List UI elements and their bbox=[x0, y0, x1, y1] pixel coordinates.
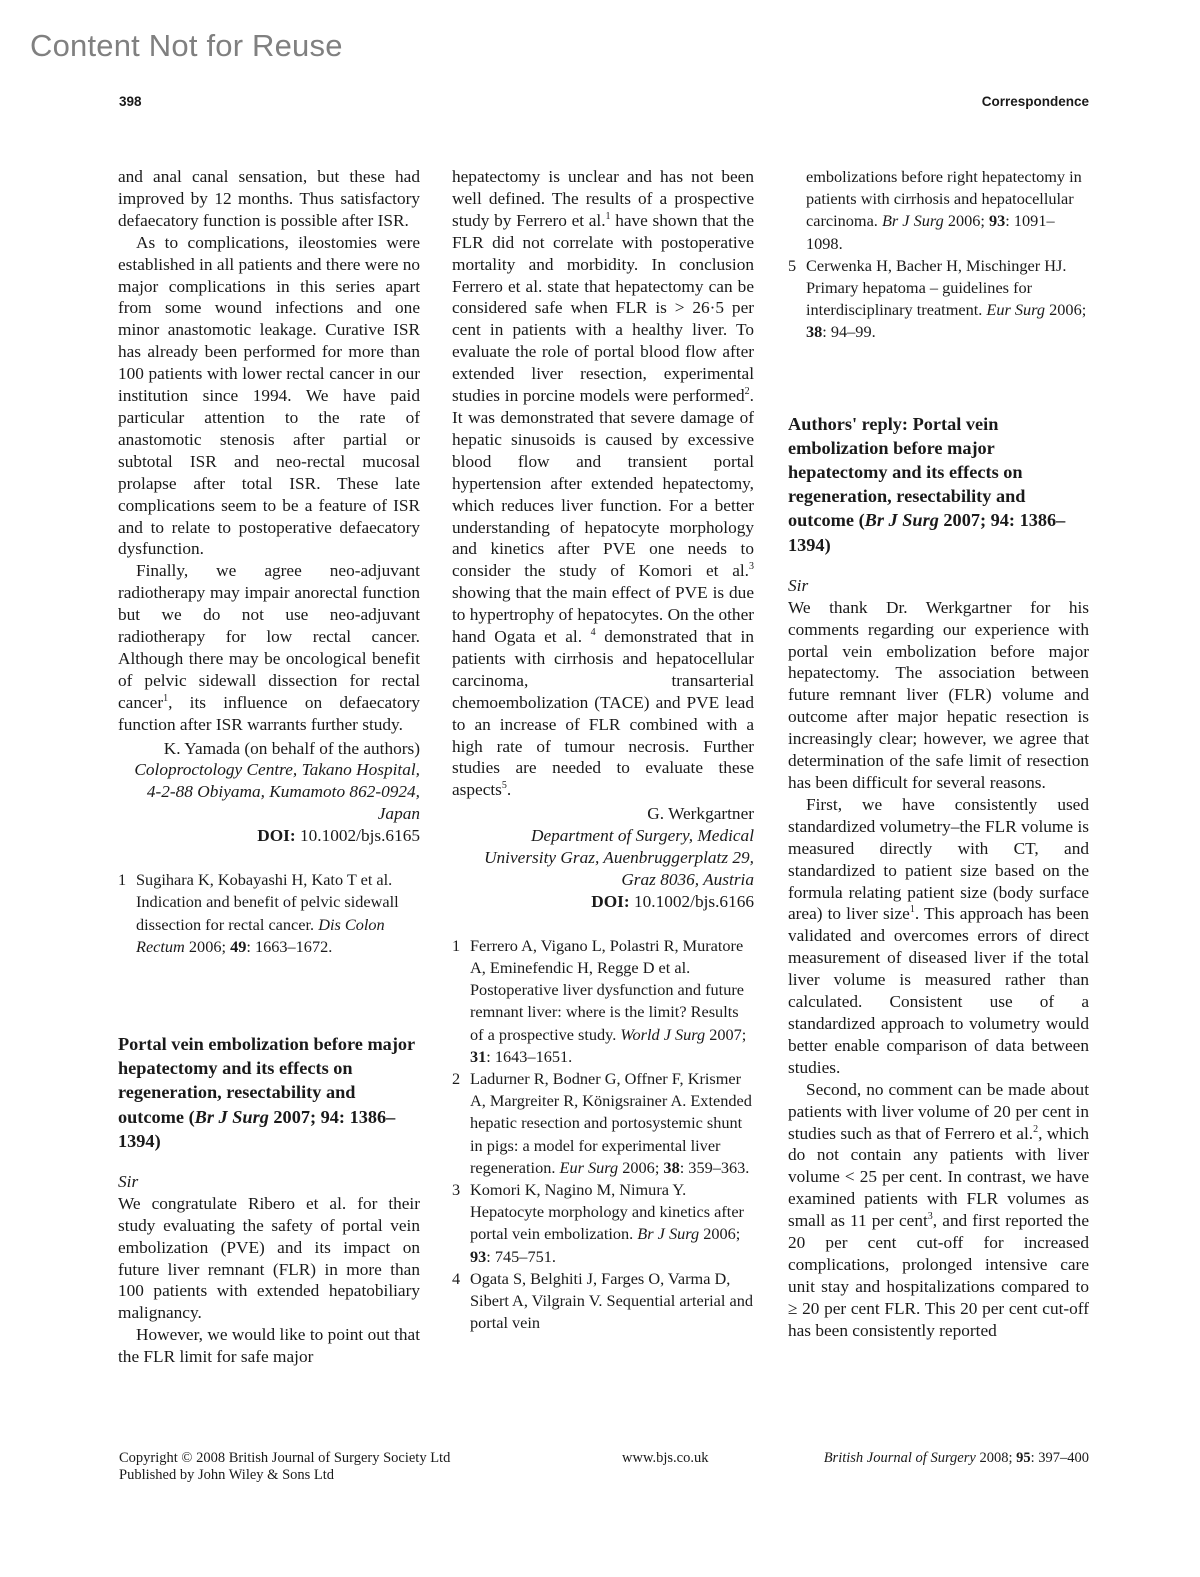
page-number: 398 bbox=[119, 94, 142, 109]
salutation: Sir bbox=[118, 1171, 139, 1191]
signature-affiliation: 4-2-88 Obiyama, Kumamoto 862-0924, bbox=[146, 782, 420, 802]
doi-link[interactable]: 10.1002/bjs.6165 bbox=[299, 826, 420, 846]
signature-name: K. Yamada (on behalf of the authors) bbox=[163, 738, 420, 758]
signature-affiliation: Coloproctology Centre, Takano Hospital, bbox=[134, 760, 420, 780]
citation-marker: 1 bbox=[163, 692, 169, 704]
section-title: Correspondence bbox=[981, 94, 1089, 109]
column-1 bbox=[118, 166, 420, 1368]
paragraph: As to complications, ileostomies were established in all patients and there were no major complications in this series apart from some wound infections and one minor anastomotic leakage. Curative ISR has already been performed for more than 100 patients with lower rectal cancer in our institution since 1994. We have paid particular attention to the rate of anastomotic stenosis after partial or subtotal ISR and neo-rectal mucosal prolapse after total ISR. These late complications seem to be a feature of ISR and to relate to postoperative defaecatory dysfunction. bbox=[118, 232, 420, 559]
reference-item: 3 Komori K, Nagino M, Nimura Y. Hepatocyte morphology and kinetics after portal vein embolization. Br J Surg 2006; 93: 745–751. bbox=[452, 1180, 744, 1266]
watermark: Content Not for Reuse bbox=[30, 28, 343, 63]
signature-name: G. Werkgartner bbox=[647, 804, 754, 824]
reference-item: 2 Ladurner R, Bodner G, Offner F, Krismer A, Margreiter R, Königsrainer A. Extended hepatic resection and portosystemic shunt in pigs: a model for experimental liver regeneration. Eur Surg 2006; 38: 359–363. bbox=[452, 1069, 752, 1177]
paragraph: First, we have consistently used standardized volumetry–the FLR volume is measured directly with CT, and standardized to patient size based on the formula relating patient size (body surface area) to liver size$^1$. This approach has been validated and overcomes errors of direct measurement of diseased liver if the total liver volume is measured rather than calculated. Consistent use of a standardized approach to volumetry would better enable comparison of data between studies. bbox=[788, 794, 1090, 1077]
doi: DOI: 10.1002/bjs.6166 bbox=[591, 891, 754, 911]
signature-affiliation: Graz 8036, Austria bbox=[621, 870, 754, 889]
signature-affiliation: University Graz, Auenbruggerplatz 29, bbox=[484, 848, 754, 868]
reference-item: 5 Cerwenka H, Bacher H, Mischinger HJ. Primary hepatoma – guidelines for interdisciplinary treatment. Eur Surg 2006; 38: 94–99. bbox=[788, 255, 1087, 342]
text-run: Finally, we agree neo-adjuvant radiotherapy may impair anorectal function but we do not use neo-adjuvant radiotherapy for low rectal cancer. Although there may be oncological benefit of pelvic sidewall dissection for rectal cancer bbox=[118, 561, 420, 712]
signature-affiliation: Japan bbox=[377, 804, 420, 824]
reference-list bbox=[788, 166, 1089, 344]
paragraph bbox=[118, 560, 420, 735]
reference-item-continued: embolizations before right hepatectomy in patients with cirrhosis and hepatocellular carcinoma. Br J Surg 2006; 93: 1091–1098. bbox=[806, 167, 1082, 253]
paragraph: hepatectomy is unclear and has not been well defined. The results of a prospective study by Ferrero et al.$^1$ have shown that the FLR did not correlate with postoperative mortality and morbidity. In conclusion Ferrero et al. state that hepatectomy can be considered safe when FLR is > 26·5 per cent in patients with a healthy liver. To evaluate the role of portal blood flow after extended liver resection, experimental studies in porcine models were performed$^2$. It was demonstrated that severe damage of hepatic sinusoids is caused by excessive blood flow and transient portal hypertension after extended hepatectomy, which reduces liver function. For a better understanding of hepatocyte morphology and kinetics after PVE one needs to consider the study of Komori et al.$^3$ showing that the main effect of PVE is due to hypertrophy of hepatocytes. On the other hand Ogata et al. $^4$ demonstrated that in patients with cirrhosis and hepatocellular carcinoma, transarterial chemoembolization (TACE) and PVE lead to an increase of FLR combined with a high rate of tumour necrosis. Further studies are needed to evaluate these aspects$^5$. bbox=[452, 167, 754, 800]
reference-number: 1 bbox=[118, 870, 127, 890]
reference-text: Sugihara K, Kobayashi H, Kato T et al. Indication and benefit of pelvic sidewall dissection for rectal cancer. Dis Colon Rectum 2006; 49: 1663–1672. bbox=[136, 870, 399, 956]
doi bbox=[118, 825, 420, 847]
article-title: Portal vein embolization before major hepatectomy and its effects on regeneration, resectability and outcome (Br J Surg 2007; 94: 1386–1394) bbox=[118, 1033, 415, 1151]
reference-item: 4 Ogata S, Belghiti J, Farges O, Varma D, Sibert A, Vilgrain V. Sequential arterial and portal vein bbox=[452, 1268, 753, 1333]
column-3 bbox=[788, 166, 1089, 1342]
reference-list bbox=[118, 869, 420, 958]
signature-affiliation: Department of Surgery, Medical bbox=[530, 826, 754, 846]
reference-item bbox=[118, 869, 420, 958]
footer-citation: British Journal of Surgery 2008; 95: 397–400 bbox=[823, 1450, 1089, 1466]
footer-website[interactable]: www.bjs.co.uk bbox=[622, 1450, 709, 1466]
reference-list bbox=[452, 935, 754, 1335]
paragraph: We thank Dr. Werkgartner for his comments regarding our experience with portal vein embolization before major hepatectomy. The association between future remnant liver (FLR) volume and outcome after major hepatic resection is increasingly clear; however, we agree that determination of the safe limit of resection has been difficult for several reasons. bbox=[788, 597, 1089, 792]
copyright-text: Copyright © 2008 British Journal of Surgery Society Ltd bbox=[119, 1450, 451, 1466]
paragraph: and anal canal sensation, but these had improved by 12 months. Thus satisfactory defaecatory function is possible after ISR. bbox=[118, 167, 420, 230]
doi-link[interactable]: 10.1002/bjs.6166 bbox=[633, 891, 754, 911]
publisher-text: Published by John Wiley & Sons Ltd bbox=[119, 1467, 335, 1483]
salutation: Sir bbox=[788, 575, 809, 595]
column-2 bbox=[452, 166, 754, 1334]
text-run: , its influence on defaecatory function after ISR warrants further study. bbox=[118, 692, 420, 734]
paragraph: Second, no comment can be made about patients with liver volume of 20 per cent in studies such as that of Ferrero et al.$^2$, which do not contain any patients with liver volume < 25 per cent. In contrast, we have examined patients with FLR volumes as small as 11 per cent$^3$, and first reported the 20 per cent cut-off for increased complications, prolonged intensive care unit stay and hospitalizations compared to ≥ 20 per cent FLR. This 20 per cent cut-off has been consistently reported bbox=[788, 1079, 1089, 1340]
footer-copyright bbox=[119, 1450, 450, 1484]
paragraph: However, we would like to point out that the FLR limit for safe major bbox=[118, 1325, 420, 1367]
doi-label: DOI: bbox=[257, 826, 296, 846]
article-title: Authors' reply: Portal vein embolization before major hepatectomy and its effects on regeneration, resectability and outcome (Br J Surg 2007; 94: 1386–1394) bbox=[788, 413, 1066, 555]
reference-item: 1 Ferrero A, Vigano L, Polastri R, Muratore A, Eminefendic H, Regge D et al. Postoperative liver dysfunction and future remnant liver: where is the limit? Results of a prospective study. World J Surg 2007; 31: 1643–1651. bbox=[452, 935, 747, 1066]
paragraph: We congratulate Ribero et al. for their study evaluating the safety of portal vein embolization (PVE) and its impact on future liver remnant (FLR) in more than 100 patients with extended hepatobiliary malignancy. bbox=[118, 1193, 420, 1323]
